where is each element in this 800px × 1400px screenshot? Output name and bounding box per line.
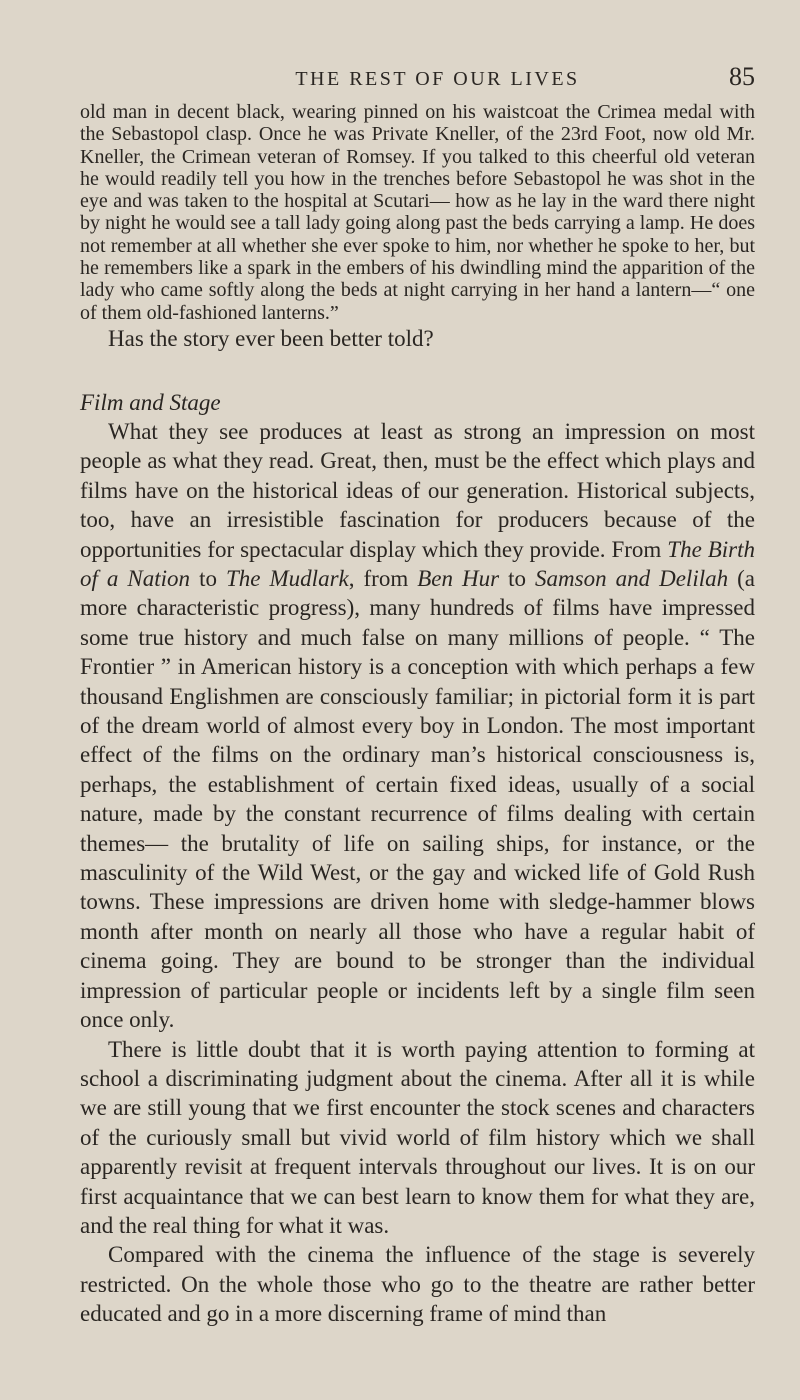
film-title-samson-and-delilah: Samson and Delilah xyxy=(535,566,729,591)
text-segment: to xyxy=(190,566,226,591)
section-heading-film-and-stage: Film and Stage xyxy=(80,389,221,415)
film-title-the-mudlark: The Mudlark xyxy=(226,566,349,591)
paragraph-school-judgment: There is little doubt that it is worth paying attention to forming at school a discriminating judgment about the cinema. After all it is while we are still young that we first encounter the stock scenes and characters of the curiously small but vivid world of film history which we shall apparently revisit at frequent intervals throughout our lives. It is on our first acquaintance that we can best learn to know them for what they are, and the real thing for what it was. xyxy=(80,1036,755,1238)
film-title-birth-of-a-nation: The Birth of a Nation xyxy=(80,536,756,591)
running-title: THE REST OF OUR LIVES xyxy=(295,68,580,90)
text-segment: to xyxy=(499,566,536,591)
running-header xyxy=(80,62,755,98)
text-segment: , from xyxy=(348,566,418,591)
paragraph-story-question: Has the story ever been better told? xyxy=(108,325,434,351)
paragraph-film-impressions xyxy=(80,417,755,1035)
text-segment: What they see produces at least as strong an impression on most people as what they read. Great, then, must be the effect which plays and films have on the historical ideas of our generation. Historical subjects, too, have an irresistible fascination for producers because of the opportunities for spectacular display which they provide. From xyxy=(80,418,755,562)
page-number: 85 xyxy=(729,62,755,91)
paragraph-crimea-veteran: old man in decent black, wearing pinned on his waistcoat the Crimea medal with the Sebastopol clasp. Once he was Private Kneller, of the 23rd Foot, now old Mr. Kneller, the Crimean veteran of Romsey. If you talked to this cheerful old veteran he would readily tell you how in the trenches before Sebastopol he was shot in the eye and was taken to the hospital at Scutari— how as he lay in the ward there night by night he would see a tall lady going along past the beds carrying a lamp. He does not remember at all whether she ever spoke to him, nor whether he spoke to her, but he remembers like a spark in the embers of his dwindling mind the apparition of the lady who came softly along the beds at night carrying in her hand a lantern—“ one of them old-fashioned lanterns.” xyxy=(80,101,755,324)
film-title-ben-hur: Ben Hur xyxy=(417,566,500,591)
book-page xyxy=(0,62,800,1400)
paragraph-stage-influence: Compared with the cinema the influence of the stage is severely restricted. On the whole those who go to the theatre are rather better educated and go in a more discerning frame of mind than xyxy=(80,1242,755,1327)
text-segment: (a more characteristic progress), many hundreds of films have impressed some true history and much false on many millions of people. “ The Frontier ” in American history is a conception with which perhaps a few thousand Englishmen are consciously familiar; in pictorial form it is part of the dream world of almost every boy in London. The most important effect of the films on the ordinary man’s historical consciousness is, perhaps, the establishment of certain fixed ideas, usually of a social nature, made by the constant recurrence of films dealing with certain themes— the brutality of life on sailing ships, for instance, or the masculinity of the Wild West, or the gay and wicked life of Gold Rush towns. These impressions are driven home with sledge-hammer blows month after month on nearly all those who have a regular habit of cinema going. They are bound to be stronger than the individual impression of particular people or incidents left by a single film seen once only. xyxy=(80,566,755,1033)
